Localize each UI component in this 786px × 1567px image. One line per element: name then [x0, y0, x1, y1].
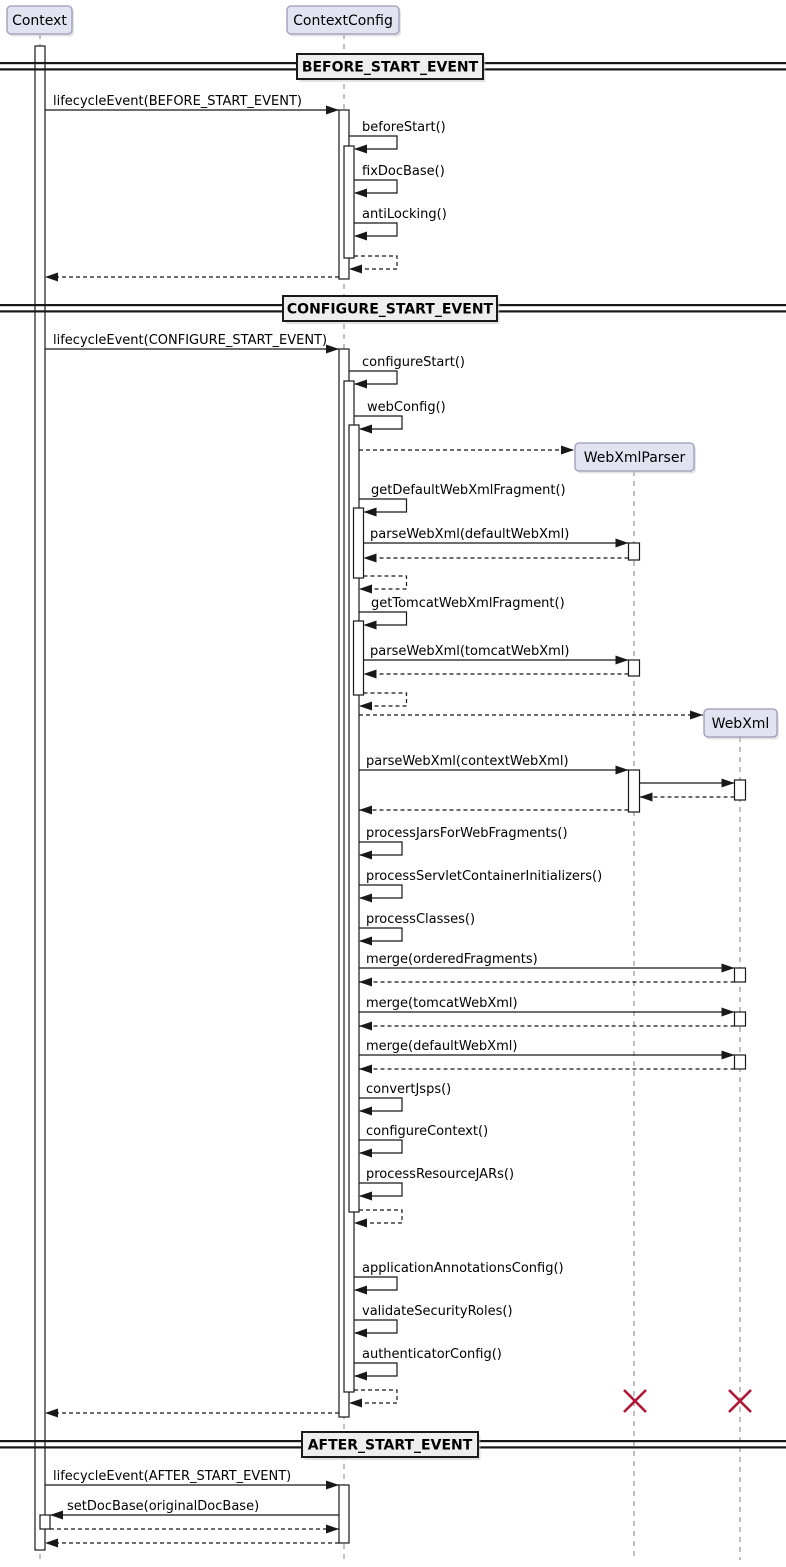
message-arrowhead: [326, 1525, 339, 1534]
message-label: processClasses(): [366, 912, 476, 927]
message-arrowhead: [364, 670, 377, 679]
activation-bar-context: [35, 46, 45, 1550]
message-arrowhead: [722, 964, 735, 973]
message-arrowhead: [722, 1051, 735, 1060]
activation-bar-context: [40, 1515, 50, 1529]
message-label: authenticatorConfig(): [362, 1347, 502, 1362]
self-call-arrowhead: [354, 1329, 367, 1338]
message-label: lifecycleEvent(CONFIGURE_START_EVENT): [53, 333, 328, 348]
message-arrowhead: [326, 106, 339, 115]
message-arrowhead: [45, 273, 58, 282]
self-call-arrowhead: [354, 232, 367, 241]
message-label: validateSecurityRoles(): [362, 1304, 513, 1319]
self-call-arrowhead: [354, 380, 367, 389]
self-call-arrowhead: [359, 937, 372, 946]
self-return-arrowhead: [354, 1219, 367, 1228]
message-arrowhead: [616, 539, 629, 548]
message-arrowhead: [616, 766, 629, 775]
activation-bar-web-xml-parser: [629, 660, 640, 676]
self-call-arrowhead: [359, 894, 372, 903]
message-label: applicationAnnotationsConfig(): [362, 1261, 564, 1276]
self-return-arrowhead: [349, 265, 362, 274]
self-call-line: [359, 612, 407, 625]
message-label: lifecycleEvent(BEFORE_START_EVENT): [53, 94, 302, 109]
message-label: getTomcatWebXmlFragment(): [371, 596, 565, 611]
activation-bar-context-config: [354, 508, 364, 578]
self-call-arrowhead: [359, 1107, 372, 1116]
message-arrowhead: [722, 779, 735, 788]
message-label: parseWebXml(defaultWebXml): [370, 527, 570, 542]
message-arrowhead: [359, 806, 372, 815]
divider-label-after-start-event: AFTER_START_EVENT: [307, 1437, 473, 1454]
self-call-arrowhead: [359, 851, 372, 860]
activation-bar-context-config: [354, 621, 364, 695]
participant-label-web-xml-parser: WebXmlParser: [583, 450, 686, 466]
message-arrowhead: [640, 793, 653, 802]
activation-bar-web-xml: [735, 1012, 746, 1026]
participant-label-web-xml: WebXml: [711, 716, 770, 732]
self-call-line: [359, 499, 407, 512]
message-arrowhead: [359, 1022, 372, 1031]
message-label: configureStart(): [362, 355, 465, 370]
participant-label-context-config: ContextConfig: [293, 13, 393, 29]
message-arrowhead: [359, 978, 372, 987]
message-label: merge(orderedFragments): [366, 952, 538, 967]
activation-bar-web-xml: [735, 780, 746, 800]
message-label: lifecycleEvent(AFTER_START_EVENT): [53, 1469, 292, 1484]
activation-bar-context-config: [344, 146, 354, 258]
message-arrowhead: [690, 711, 703, 720]
participant-label-context: Context: [12, 13, 67, 29]
self-call-arrowhead: [364, 508, 377, 517]
activation-bar-web-xml: [735, 968, 746, 982]
message-label: merge(defaultWebXml): [366, 1039, 518, 1054]
activation-bar-web-xml-parser: [629, 543, 640, 560]
self-call-line: [354, 416, 402, 429]
message-arrowhead: [45, 1539, 58, 1548]
message-label: configureContext(): [366, 1124, 489, 1139]
self-call-arrowhead: [359, 1149, 372, 1158]
message-label: antiLocking(): [362, 207, 447, 222]
message-arrowhead: [45, 1409, 58, 1418]
activation-bar-web-xml-parser: [629, 770, 640, 812]
activation-bar-web-xml: [735, 1055, 746, 1069]
self-call-line: [349, 371, 397, 384]
message-label: beforeStart(): [362, 120, 446, 135]
message-arrowhead: [616, 656, 629, 665]
self-call-arrowhead: [354, 1372, 367, 1381]
message-arrowhead: [326, 1481, 339, 1490]
message-label: parseWebXml(contextWebXml): [366, 754, 569, 769]
message-arrowhead: [359, 1065, 372, 1074]
message-label: setDocBase(originalDocBase): [67, 1499, 260, 1514]
message-label: fixDocBase(): [362, 164, 445, 179]
self-return-arrowhead: [359, 702, 372, 711]
self-call-line: [349, 136, 397, 149]
self-call-arrowhead: [354, 189, 367, 198]
divider-label-before-start-event: BEFORE_START_EVENT: [301, 59, 479, 76]
self-call-arrowhead: [359, 425, 372, 434]
message-arrowhead: [326, 345, 339, 354]
self-call-arrowhead: [354, 1286, 367, 1295]
self-call-arrowhead: [359, 1192, 372, 1201]
message-label: merge(tomcatWebXml): [366, 996, 518, 1011]
message-label: webConfig(): [367, 400, 446, 415]
message-label: parseWebXml(tomcatWebXml): [370, 644, 570, 659]
message-label: processResourceJARs(): [366, 1167, 515, 1182]
message-arrowhead: [561, 446, 574, 455]
self-return-arrowhead: [349, 1399, 362, 1408]
self-call-arrowhead: [354, 145, 367, 154]
message-arrowhead: [364, 554, 377, 563]
self-return-arrowhead: [359, 585, 372, 594]
message-label: processServletContainerInitializers(): [366, 869, 603, 884]
message-arrowhead: [50, 1511, 63, 1520]
message-label: getDefaultWebXmlFragment(): [371, 483, 566, 498]
divider-label-configure-start-event: CONFIGURE_START_EVENT: [286, 301, 494, 318]
message-label: convertJsps(): [366, 1082, 452, 1097]
activation-bar-context-config: [339, 1485, 349, 1543]
self-call-arrowhead: [364, 621, 377, 630]
message-arrowhead: [722, 1008, 735, 1017]
message-label: processJarsForWebFragments(): [366, 826, 568, 841]
